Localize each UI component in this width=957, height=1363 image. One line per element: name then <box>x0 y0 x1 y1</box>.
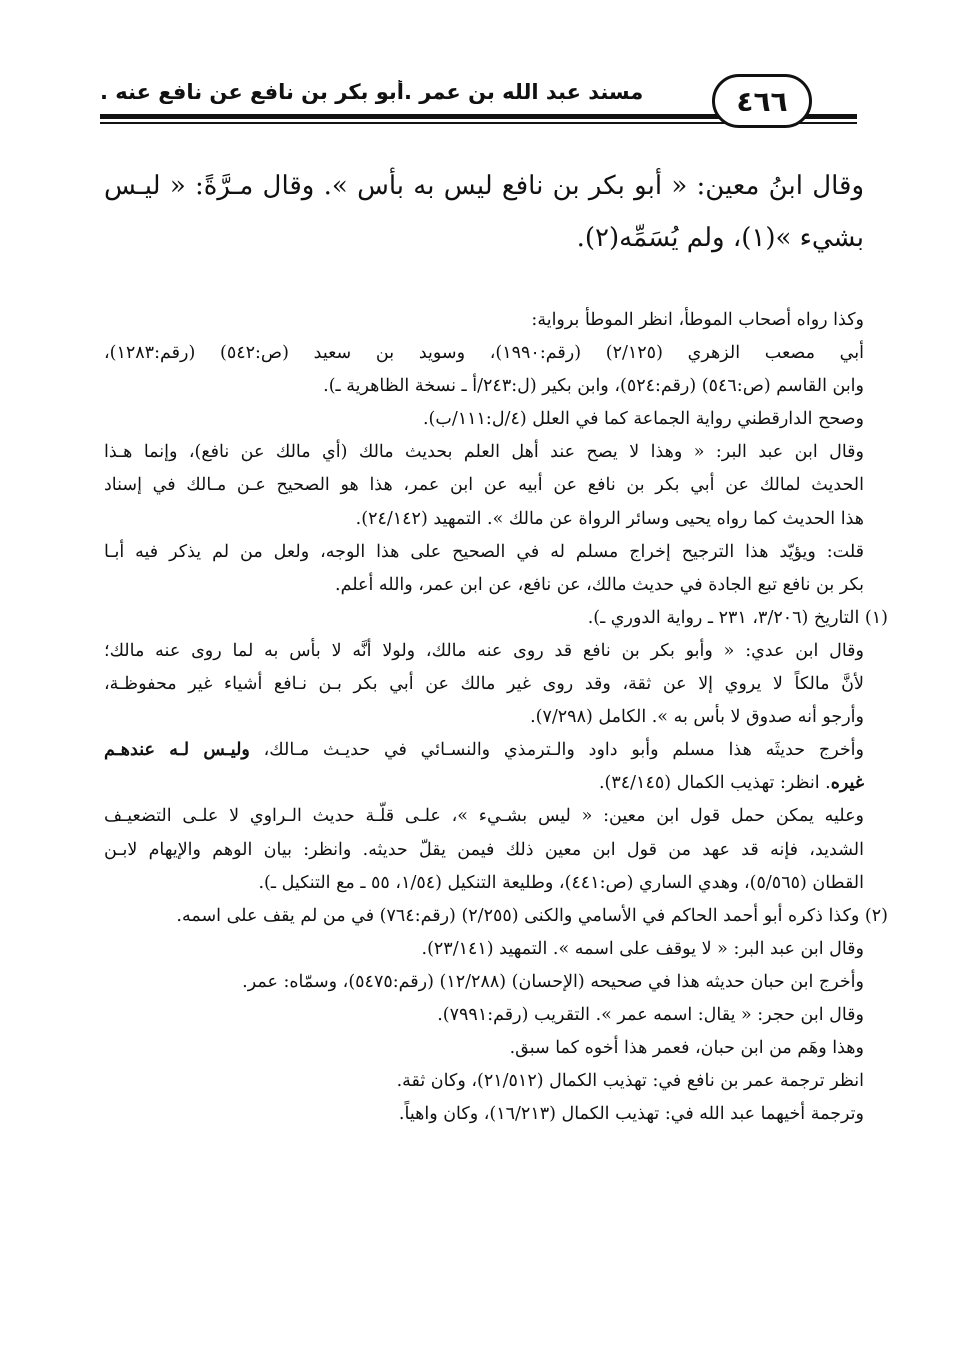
footnote-line: قلت: ويؤيّد هذا الترجيح إخراج مسلم له في الصحيح على هذا الوجه، ولعل من لم يذكر فيه أبـا <box>104 541 864 562</box>
footnote-line: وصحح الدارقطني رواية الجماعة كما في العلل (٤/ل:١١١/ب). <box>422 409 864 430</box>
page-number: ٤٦٦ <box>712 74 812 128</box>
footnote-line <box>104 767 864 800</box>
footnote-line: وابن القاسم (ص:٥٤٦) (رقم:٥٢٤)، وابن بكير (ل:٢٤٣/أ ـ نسخة الظاهرية ـ). <box>323 376 864 397</box>
footnote-line: وهذا وهَم من ابن حبان، فعمر هذا أخوه كما سبق. <box>509 1038 864 1059</box>
footnote-1-start: (١) التاريخ (٣/٢٠٦، ٢٣١ ـ رواية الدوري ـ). <box>587 607 888 628</box>
footnote-line: وترجمة أخيهما عبد الله في: تهذيب الكمال (١٦/٢١٣)، وكان واهياً. <box>398 1104 864 1125</box>
main-text <box>104 160 864 264</box>
footnote-line: هذا الحديث كما رواه يحيى وسائر الرواة عن مالك ». التمهيد (٢٤/١٤٢). <box>355 508 864 529</box>
footnote-line: وأخرج ابن حبان حديثه هذا في صحيحه (الإحسان) (١٢/٢٨٨) (رقم:٥٤٧٥)، وسمّاه: عمر. <box>242 971 864 992</box>
footnote-line: الحديث لمالك عن أبي بكر بن نافع عن أبيه عن ابن عمر، هذا هو الصحيح عـن مـالك في إسناد <box>104 475 864 496</box>
footnote-line: القطان (٥/٥٦٥)، وهدي الساري (ص:٤٤١)، وطليعة التنكيل (١/٥٤، ٥٥ ـ مع التنكيل ـ). <box>258 872 864 893</box>
main-line-2: بشيء »(١)، ولم يُسَمِّه(٢). <box>576 223 864 253</box>
footnote-line: وكذا رواه أصحاب الموطأ، انظر الموطأ برواية: <box>531 310 864 330</box>
footnote-2-start: (٢) وكذا ذكره أبو أحمد الحاكم في الأسامي والكنى (٢/٢٥٥) (رقم:٧٦٤) في من لم يقف على اسمه. <box>176 905 888 926</box>
footnote-line: وقال ابن عبد البر: « لا يوقف على اسمه ». التمهيد (٢٣/١٤١). <box>421 938 864 959</box>
footnote-line: الشديد، فإنه قد عهد من قول ابن معين ذلك فيمن يقلّ حديثه. وانظر: بيان الوهم والإيهام لابـن <box>104 839 864 860</box>
footnote-line: أبي مصعب الزهري (٢/١٢٥) (رقم:١٩٩٠)، وسويد بن سعيد (ص:٥٤٢) (رقم:١٢٨٣)، <box>104 343 864 364</box>
footnote-line: بكر بن نافع تبع الجادة في حديث مالك، عن نافع، عن ابن عمر، والله أعلم. <box>335 574 864 595</box>
running-title: مسند عبد الله بن عمر .أبو بكر بن نافع عن نافع عنه . <box>100 80 644 104</box>
footnote-bold-text: وليـس لـه عندهـم <box>104 740 250 761</box>
main-line-1: وقال ابنُ معين: « أبو بكر بن نافع ليس به بأس ». وقال مـرَّةً: « ليـس <box>104 171 864 201</box>
footnote-text: وأخرج حديثَه هذا مسلم وأبو داود والـترمذي والنسـائي في حديـث مـالك، <box>249 740 864 761</box>
footnote-line: وعليه يمكن حمل قول ابن معين: « ليس بشـيء »، علـى قلّـة حديث الـراوي لا علـى التضعيـف <box>104 806 864 827</box>
footnote-text: . انظر: تهذيب الكمال (٣٤/١٤٥). <box>598 773 831 794</box>
footnote-line: انظر ترجمة عمر بن نافع في: تهذيب الكمال (٢١/٥١٢)، وكان ثقة. <box>396 1071 864 1092</box>
footnote-line: وأرجو أنه صدوق لا بأس به ». الكامل (٧/٢٩٨). <box>530 707 864 728</box>
footnote-line: وقال ابن عدي: « وأبو بكر بن نافع قد روى عنه مالك، ولولا أنَّه لا بأس به لما روى عنه مالك؛ <box>104 640 864 661</box>
footnote-line: وقال ابن حجر: « يقال: اسمه عمر ». التقريب (رقم:٧٩٩١). <box>437 1004 864 1025</box>
page-header <box>100 66 857 128</box>
footnote-line <box>104 734 864 767</box>
footnotes <box>104 304 888 1131</box>
footnote-bold-text: غيره <box>830 773 864 794</box>
footnote-line: لأنَّ مالكاً لا يروي إلا عن ثقة، وقد روى غير مالك عن أبي بكر بـن نـافع أشياء غير محفوظـة، <box>104 674 864 695</box>
footnote-line: وقال ابن عبد البر: « وهذا لا يصح عند أهل العلم بحديث مالك (أي مالك عن نافع)، وإنما هـذا <box>104 442 864 463</box>
